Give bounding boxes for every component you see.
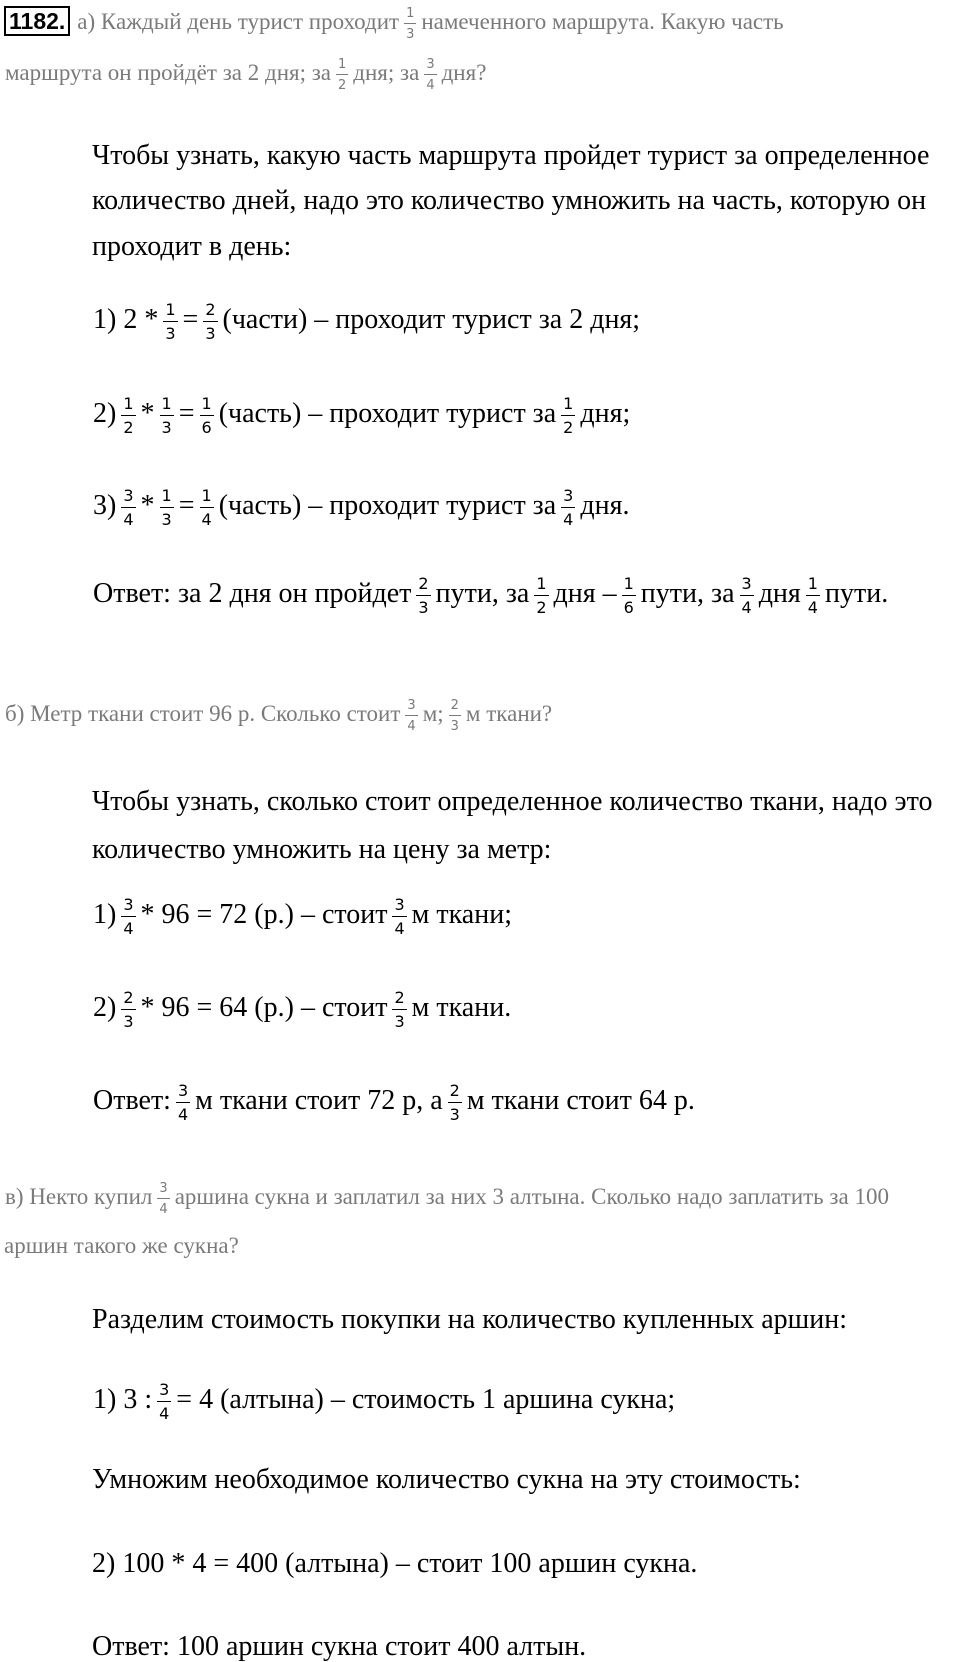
fraction: [448, 1083, 462, 1123]
fraction: [405, 699, 417, 733]
step-text: 2): [93, 398, 117, 430]
step-text: 1) 3 :: [93, 1384, 153, 1416]
fraction-denominator: 4: [807, 598, 818, 617]
fraction-denominator: 4: [177, 1105, 189, 1124]
fraction-numerator: 3: [394, 895, 405, 914]
task-text: б) Метр ткани стоит 96 р. Сколько стоит: [5, 701, 401, 727]
fraction-numerator: 1: [201, 486, 212, 505]
fraction-bar: [416, 595, 430, 596]
fraction: [121, 897, 135, 937]
fraction-denominator: 2: [123, 418, 134, 437]
fraction-denominator: 6: [623, 598, 634, 617]
fraction: [806, 576, 820, 616]
fraction: [163, 302, 177, 342]
fraction-denominator: 4: [159, 1404, 170, 1423]
fraction-bar: [405, 715, 417, 716]
fraction: [157, 1382, 171, 1422]
fraction: [157, 1182, 169, 1216]
task-text: дня; за: [353, 60, 420, 86]
answer-text: пути, за: [435, 578, 530, 610]
fraction: [121, 990, 135, 1030]
step-text: 1): [93, 899, 117, 931]
solution-c-step-2: 2) 100 * 4 = 400 (алтына) – стоит 100 аршин сукна.: [92, 1548, 698, 1579]
fraction: [416, 576, 430, 616]
fraction-numerator: 2: [449, 1081, 460, 1100]
fraction-bar: [449, 715, 461, 716]
answer-text: дня –: [553, 578, 617, 610]
fraction: [200, 488, 214, 528]
fraction-denominator: 3: [161, 418, 172, 437]
fraction-numerator: 3: [177, 1081, 189, 1100]
fraction-numerator: 3: [426, 57, 435, 72]
fraction-denominator: 3: [406, 26, 415, 42]
fraction-numerator: 1: [161, 394, 172, 413]
fraction-bar: [336, 74, 348, 75]
step-text: =: [178, 490, 195, 522]
fraction-numerator: 3: [123, 895, 134, 914]
fraction-bar: [160, 507, 174, 508]
fraction-denominator: 6: [201, 418, 212, 437]
fraction-bar: [200, 415, 214, 416]
fraction-numerator: 2: [205, 300, 216, 319]
fraction-denominator: 2: [563, 418, 574, 437]
fraction: [449, 699, 461, 733]
fraction: [160, 396, 174, 436]
task-text: м;: [422, 701, 444, 727]
fraction: [160, 488, 174, 528]
solution-a-answer: [92, 576, 889, 616]
fraction: [336, 58, 348, 92]
task-text: маршрута он пройдёт за 2 дня; за: [5, 60, 332, 86]
fraction-denominator: 4: [159, 1202, 168, 1217]
fraction-numerator: 3: [123, 486, 134, 505]
step-text: =: [182, 304, 199, 336]
fraction-numerator: 3: [563, 486, 574, 505]
fraction-bar: [392, 1009, 406, 1010]
fraction-bar: [740, 595, 754, 596]
solution-a-intro-1: Чтобы узнать, какую часть маршрута пройдет турист за определенное: [92, 140, 930, 171]
fraction: [392, 990, 406, 1030]
fraction-bar: [121, 916, 135, 917]
fraction-numerator: 1: [563, 394, 574, 413]
fraction-numerator: 1: [623, 574, 634, 593]
fraction: [534, 576, 548, 616]
answer-text: м ткани стоит 72 р, а: [195, 1085, 443, 1117]
fraction-numerator: 1: [807, 574, 818, 593]
fraction-numerator: 1: [201, 394, 212, 413]
fraction-denominator: 3: [123, 1012, 134, 1031]
fraction-numerator: 3: [741, 574, 752, 593]
step-text: * 96 = 64 (р.) – стоит: [140, 992, 388, 1024]
task-text: м ткани?: [465, 701, 553, 727]
fraction-denominator: 3: [394, 1012, 405, 1031]
fraction-numerator: 1: [338, 57, 347, 72]
fraction-bar: [534, 595, 548, 596]
answer-text: дня: [758, 578, 801, 610]
fraction-bar: [121, 415, 135, 416]
fraction-denominator: 4: [123, 919, 134, 938]
fraction-numerator: 3: [407, 698, 416, 713]
solution-a-intro-3: проходит в день:: [92, 231, 292, 262]
step-text: * 96 = 72 (р.) – стоит: [140, 899, 388, 931]
fraction: [561, 488, 575, 528]
fraction-bar: [622, 595, 636, 596]
solution-a-step-3: [92, 488, 630, 528]
solution-a-step-1: [92, 302, 641, 342]
fraction-bar: [157, 1401, 171, 1402]
step-text: дня.: [580, 490, 630, 522]
solution-c-line-1: Разделим стоимость покупки на количество купленных аршин:: [92, 1304, 847, 1335]
step-text: м ткани;: [411, 899, 512, 931]
fraction: [121, 396, 135, 436]
fraction-denominator: 4: [123, 510, 134, 529]
fraction-denominator: 3: [205, 324, 216, 343]
fraction-denominator: 4: [394, 919, 405, 938]
fraction-bar: [404, 23, 416, 24]
problem-number: 1182.: [4, 6, 70, 36]
step-text: (части) – проходит турист за 2 дня;: [222, 304, 641, 336]
task-b: [4, 699, 553, 733]
fraction-numerator: 3: [159, 1380, 170, 1399]
fraction-numerator: 1: [406, 5, 415, 21]
task-a-line-2: [4, 58, 487, 92]
fraction-bar: [561, 415, 575, 416]
fraction-bar: [448, 1102, 462, 1103]
fraction-bar: [121, 507, 135, 508]
fraction-denominator: 4: [741, 598, 752, 617]
task-c-line-2: аршин такого же сукна?: [4, 1233, 239, 1258]
fraction: [121, 488, 135, 528]
solution-c-line-2: Умножим необходимое количество сукна на эту стоимость:: [92, 1464, 801, 1495]
fraction-bar: [424, 74, 436, 75]
solution-b-intro-2: количество умножить на цену за метр:: [92, 834, 552, 865]
fraction-denominator: 4: [407, 719, 416, 734]
step-text: = 4 (алтына) – стоимость 1 аршина сукна;: [176, 1384, 676, 1416]
step-text: (часть) – проходит турист за: [218, 490, 557, 522]
step-text: 1) 2 *: [93, 304, 159, 336]
fraction-numerator: 1: [536, 574, 547, 593]
fraction: [404, 7, 416, 41]
task-text: дня?: [441, 60, 487, 86]
step-text: *: [140, 490, 155, 522]
step-text: м ткани.: [411, 992, 512, 1024]
fraction-bar: [176, 1102, 190, 1103]
fraction: [622, 576, 636, 616]
solution-b-answer: [92, 1083, 696, 1123]
fraction-bar: [163, 321, 177, 322]
solution-a-intro-2: количество дней, надо это количество умножить на часть, которую он: [92, 185, 927, 216]
answer-text: Ответ:: [93, 1085, 171, 1117]
fraction: [561, 396, 575, 436]
fraction-bar: [806, 595, 820, 596]
task-text: намеченного маршрута. Какую часть: [421, 9, 784, 34]
fraction: [203, 302, 217, 342]
fraction-numerator: 1: [165, 300, 176, 319]
solution-b-step-2: [92, 990, 512, 1030]
fraction-bar: [160, 415, 174, 416]
fraction-numerator: 2: [450, 698, 459, 713]
step-text: =: [178, 398, 195, 430]
solution-c-answer: Ответ: 100 аршин сукна стоит 400 алтын.: [92, 1631, 587, 1662]
answer-text: м ткани стоит 64 р.: [466, 1085, 695, 1117]
fraction-numerator: 1: [161, 486, 172, 505]
task-a-line-1: [4, 6, 785, 41]
fraction-denominator: 3: [161, 510, 172, 529]
fraction-denominator: 3: [449, 1105, 460, 1124]
fraction: [740, 576, 754, 616]
step-text: (часть) – проходит турист за: [218, 398, 557, 430]
task-c-line-1: [4, 1182, 890, 1216]
fraction-bar: [392, 916, 406, 917]
fraction: [424, 58, 436, 92]
fraction-denominator: 3: [450, 719, 459, 734]
fraction-numerator: 1: [123, 394, 134, 413]
fraction-denominator: 4: [201, 510, 212, 529]
task-text: а) Каждый день турист проходит: [77, 9, 400, 34]
solution-b-intro-1: Чтобы узнать, сколько стоит определенное количество ткани, надо это: [92, 786, 933, 817]
fraction-numerator: 2: [394, 988, 405, 1007]
fraction-bar: [121, 1009, 135, 1010]
solution-a-step-2: [92, 396, 631, 436]
task-text: аршина сукна и заплатил за них 3 алтына. Сколько надо заплатить за 100: [174, 1184, 889, 1210]
fraction-bar: [561, 507, 575, 508]
solution-b-step-1: [92, 897, 513, 937]
fraction-bar: [203, 321, 217, 322]
fraction-numerator: 2: [123, 988, 134, 1007]
answer-text: пути, за: [640, 578, 735, 610]
fraction: [392, 897, 406, 937]
step-text: 2): [93, 992, 117, 1024]
fraction-denominator: 4: [563, 510, 574, 529]
answer-text: Ответ: за 2 дня он пройдет: [93, 578, 412, 610]
answer-text: пути.: [824, 578, 889, 610]
solution-c-step-1: [92, 1382, 676, 1422]
fraction-numerator: 2: [418, 574, 429, 593]
step-text: дня;: [580, 398, 631, 430]
step-text: 3): [93, 490, 117, 522]
fraction-bar: [157, 1198, 169, 1199]
fraction: [176, 1083, 190, 1123]
fraction-bar: [200, 507, 214, 508]
fraction-denominator: 3: [165, 324, 176, 343]
fraction-denominator: 2: [536, 598, 547, 617]
fraction-denominator: 3: [418, 598, 429, 617]
fraction-denominator: 2: [338, 78, 347, 93]
fraction-denominator: 4: [426, 78, 435, 93]
fraction-numerator: 3: [159, 1181, 168, 1196]
step-text: *: [140, 398, 155, 430]
fraction: [200, 396, 214, 436]
task-text: в) Некто купил: [5, 1184, 153, 1210]
